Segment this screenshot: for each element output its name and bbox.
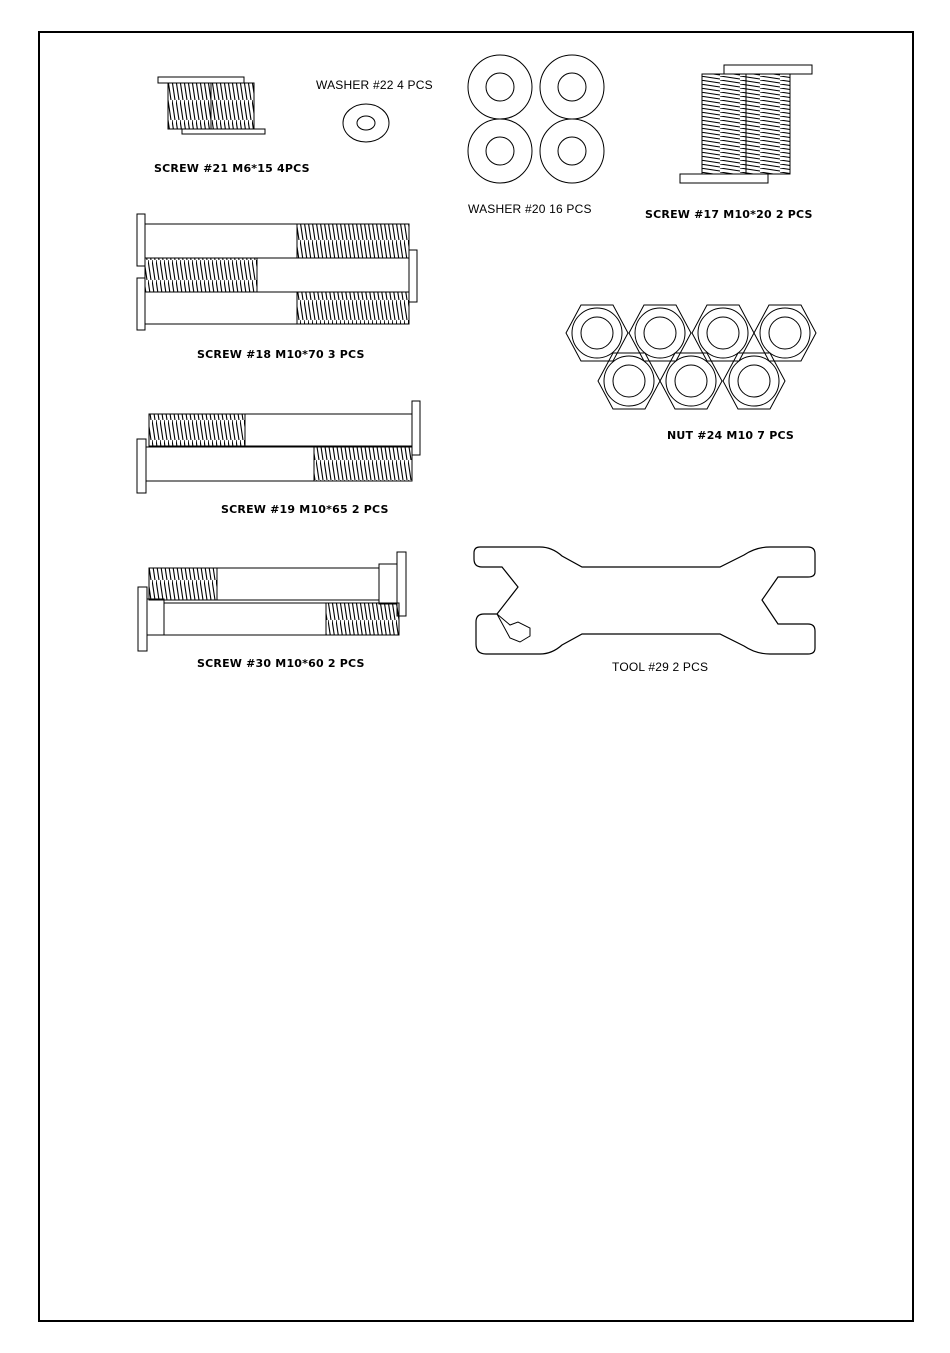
screw-21-label: SCREW #21 M6*15 4PCS — [154, 162, 310, 175]
washer-22-drawing — [343, 104, 389, 142]
washer-20-drawing — [468, 55, 604, 183]
nut-24-label: NUT #24 M10 7 PCS — [667, 429, 795, 442]
screw-21-drawing — [158, 77, 265, 134]
screw-17-drawing — [680, 65, 812, 183]
nut-24-drawing — [566, 305, 816, 409]
washer-22-label: WASHER #22 4 PCS — [316, 78, 433, 92]
screw-30-label: SCREW #30 M10*60 2 PCS — [197, 657, 365, 670]
tool-29-label: TOOL #29 2 PCS — [612, 660, 709, 674]
screw-17-label: SCREW #17 M10*20 2 PCS — [645, 208, 813, 221]
screw-19-label: SCREW #19 M10*65 2 PCS — [221, 503, 389, 516]
tool-29-drawing — [474, 547, 815, 654]
screw-18-label: SCREW #18 M10*70 3 PCS — [197, 348, 365, 361]
screw-30-drawing — [138, 552, 406, 651]
screw-19-drawing — [137, 401, 420, 493]
washer-20-label: WASHER #20 16 PCS — [468, 202, 592, 216]
screw-18-drawing — [137, 214, 417, 330]
